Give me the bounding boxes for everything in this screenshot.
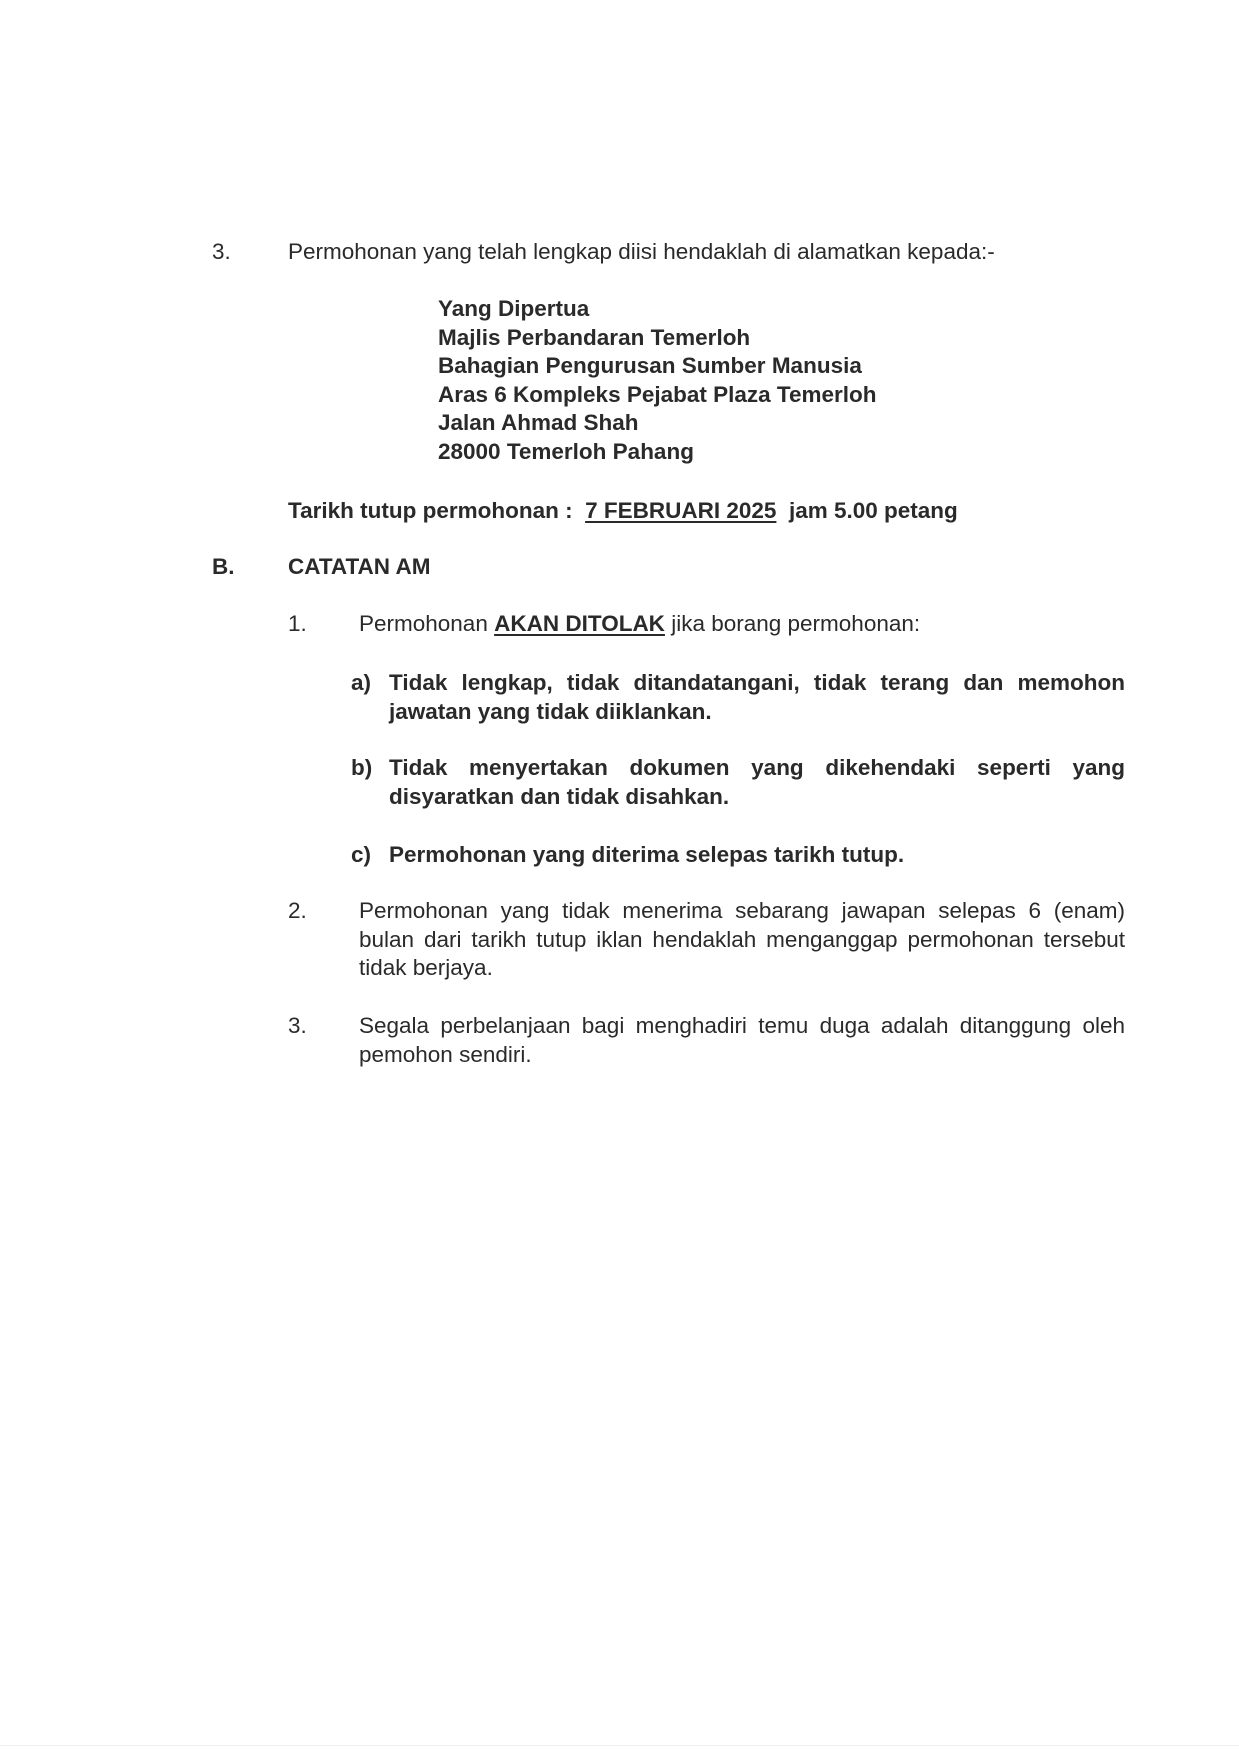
item-text: Permohonan yang telah lengkap diisi hendaklah di alamatkan kepada:-	[288, 239, 995, 264]
address-line: Aras 6 Kompleks Pejabat Plaza Temerloh	[438, 381, 877, 407]
section-title: CATATAN AM	[288, 554, 431, 579]
address-line: Majlis Perbandaran Temerloh	[438, 324, 751, 350]
subitem-text: Tidak lengkap, tidak ditandatangani, tidak terang dan memohon jawatan yang tidak diiklankan.	[389, 670, 1125, 724]
item-text: Permohonan yang tidak menerima sebarang jawapan selepas 6 (enam) bulan dari tarikh tutup iklan hendaklah menganggap permohonan tersebut tidak berjaya.	[359, 898, 1125, 981]
closing-time: jam 5.00 petang	[788, 498, 958, 523]
subitem-label: c)	[351, 842, 372, 867]
rejected-emphasis: AKAN DITOLAK	[494, 611, 665, 636]
item-number: 2.	[288, 898, 307, 923]
item-number: 3.	[288, 1013, 307, 1038]
address-line: Yang Dipertua	[438, 296, 590, 321]
subitem-label: a)	[351, 670, 372, 695]
item-number: 1.	[288, 611, 307, 636]
subitem-text: Tidak menyertakan dokumen yang dikehendaki seperti yang disyaratkan dan tidak disahkan.	[389, 755, 1125, 809]
closing-date-line	[288, 497, 958, 526]
subitem-text: Permohonan yang diterima selepas tarikh tutup.	[389, 842, 905, 867]
address-line: 28000 Temerloh Pahang	[438, 438, 694, 464]
item-number: 3.	[212, 239, 231, 264]
section-letter: B.	[212, 554, 235, 579]
subitem-label: b)	[351, 755, 373, 780]
address-block	[438, 295, 877, 467]
address-line: Bahagian Pengurusan Sumber Manusia	[438, 353, 862, 379]
item-text-suffix: jika borang permohonan:	[671, 611, 921, 636]
item-text: Segala perbelanjaan bagi menghadiri temu duga adalah ditanggung oleh pemohon sendiri.	[359, 1013, 1125, 1067]
closing-label: Tarikh tutup permohonan :	[288, 498, 573, 523]
page-bottom-edge	[0, 1745, 1239, 1746]
closing-date: 7 FEBRUARI 2025	[585, 498, 777, 523]
item-text-prefix: Permohonan	[359, 611, 488, 636]
address-line: Jalan Ahmad Shah	[438, 410, 639, 436]
item-text	[359, 610, 920, 639]
